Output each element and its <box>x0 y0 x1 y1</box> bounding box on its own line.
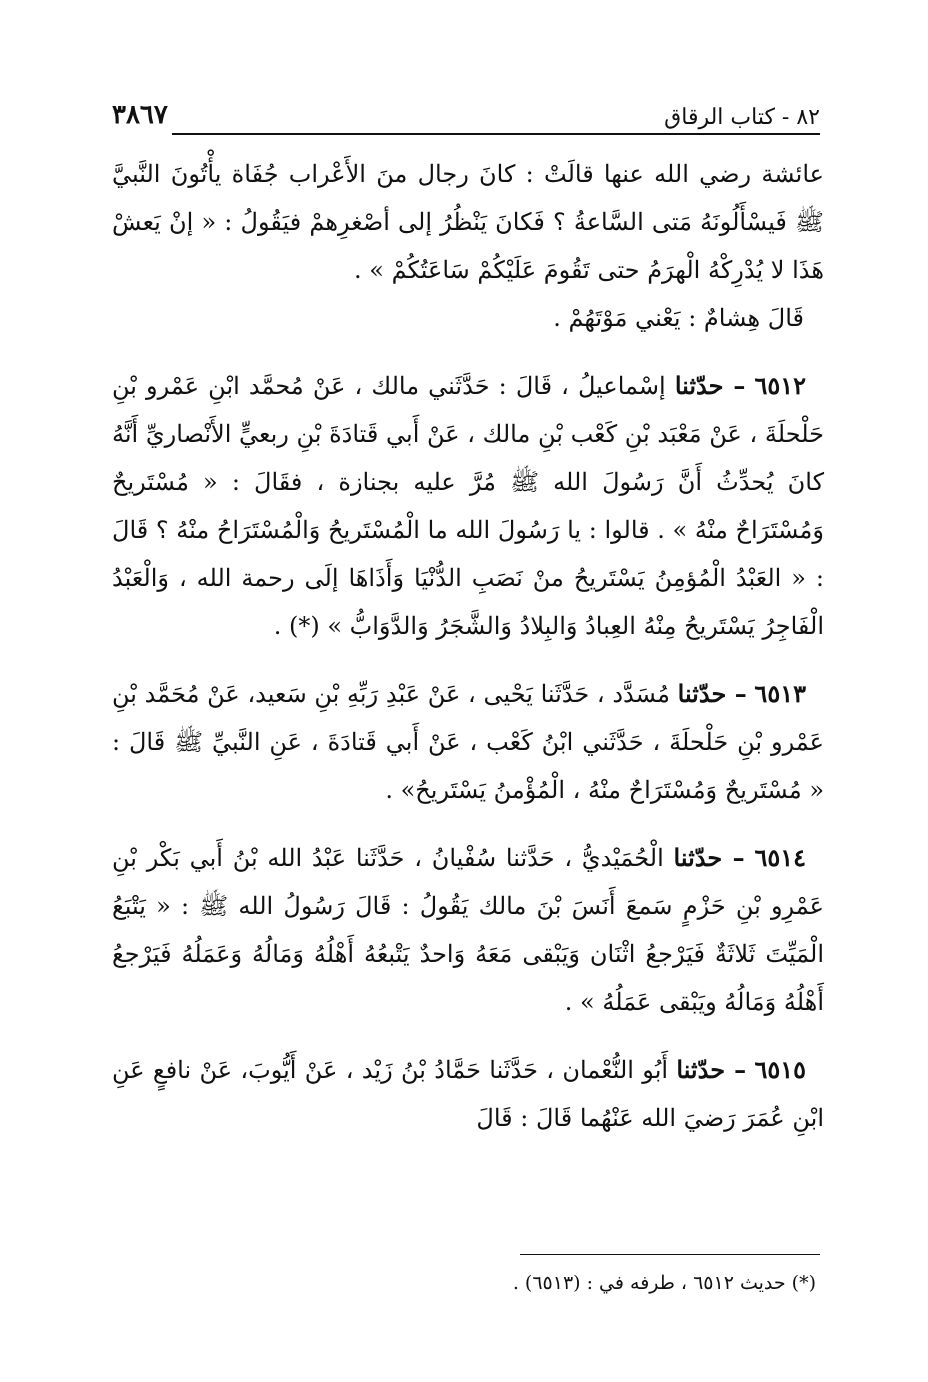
hadith-6514: ٦٥١٤ – حدّثنا الْحُمَيْديُّ ، حَدَّثنا سُفْيانُ ، حَدَّثَنا عَبْدُ الله بْنُ أَبي بَكْر بْنِ عَمْرِو بْنِ حَزْمٍ سَمعَ أَنَسَ بْنَ مالك يَقُولُ : قَالَ رَسُولُ الله ﷺ : « يَتْبَعُ الْمَيِّتَ ثَلاثَةٌ فَيَرْجعُ اثْنَان وَيَبْقى مَعَهُ وَاحدٌ يَتْبعُهُ أَهْلُهُ وَمَالُهُ وَعَمَلُهُ فَيَرْجعُ أَهْلُهُ وَمَالُهُ ويَبْقى عَمَلُهُ » . <box>112 843 824 1016</box>
hadith-text: الْحُمَيْديُّ ، حَدَّثنا سُفْيانُ ، حَدَّثَنا عَبْدُ الله بْنُ أَبي بَكْر بْنِ عَمْرِو بْنِ حَزْمٍ سَمعَ أَنَسَ بْنَ مالك يَقُولُ : قَالَ رَسُولُ الله ﷺ : « يَتْبَعُ الْمَيِّتَ ثَلاثَةٌ فَيَرْجعُ اثْنَان وَيَبْقى مَعَهُ وَاحدٌ يَتْبعُهُ أَهْلُهُ وَمَالُهُ وَعَمَلُهُ فَيَرْجعُ أَهْلُهُ وَمَالُهُ ويَبْقى عَمَلُهُ » . <box>112 844 824 1016</box>
chapter-title: ٨٢ - كتاب الرقاق <box>664 105 820 130</box>
hisham-comment: قَالَ هِشامٌ : يَعْني مَوْتَهُمْ . <box>553 304 804 332</box>
hadith-number: ٦٥١٤ <box>754 843 806 872</box>
hadith-text: أَبُو النُّعْمان ، حَدَّثَنا حَمَّادُ بْنُ زَيْد ، عَنْ أَيُّوبَ، عَنْ نافعٍ عَنِ ابْنِ عُمَرَ رَضيَ الله عَنْهُما قَالَ : قَالَ <box>112 1056 824 1132</box>
hadith-text: مُسَدَّد ، حَدَّثَنا يَحْيى ، عَنْ عَبْدِ رَبِّهِ بْنِ سَعيد، عَنْ مُحَمَّد بْنِ عَمْرو بْنِ حَلْحلَةَ ، حَدَّثَني ابْنُ كَعْب ، عَنْ أَبي قَتادَةَ ، عَنِ النَّبيِّ ﷺ قَالَ : « مُسْتَريحٌ وَمُسْتَرَاحٌ منْهُ ، الْمُؤْمنُ يَسْتَريحُ» . <box>112 680 824 804</box>
page-header <box>112 86 820 130</box>
footnote: (*) حديث ٦٥١٢ ، طرفه في : (٦٥١٣) . <box>512 1272 816 1294</box>
hadith-keyword: حدّثنا <box>677 679 727 708</box>
header-rule <box>172 133 820 135</box>
page-number: ٣٨٦٧ <box>112 100 168 130</box>
page-body <box>112 150 824 1142</box>
hadith-number: ٦٥١٥ <box>754 1055 806 1084</box>
hadith-6515: ٦٥١٥ – حدّثنا أَبُو النُّعْمان ، حَدَّثَنا حَمَّادُ بْنُ زَيْد ، عَنْ أَيُّوبَ، عَنْ نافعٍ عَنِ ابْنِ عُمَرَ رَضيَ الله عَنْهُما قَالَ : قَالَ <box>112 1055 824 1132</box>
footnote-rule <box>520 1254 820 1255</box>
hadith-text: إسْماعيلُ ، قَالَ : حَدَّثَني مالك ، عَنْ مُحمَّد ابْنِ عَمْرو بْنِ حَلْحلَةَ ، عَنْ مَعْبَد بْنِ كَعْب بْنِ مالك ، عَنْ أَبي قَتادَةَ بْنِ ربعيٍّ الأَنْصاريِّ أَنَّهُ كانَ يُحدِّثُ أَنَّ رَسُولَ الله ﷺ مُرَّ عليه بجنازة ، فقَالَ : « مُسْتَريحٌ وَمُسْتَرَاحٌ منْهُ » . قالوا : يا رَسُولَ الله ما الْمُسْتَريحُ وَالْمُسْتَرَاحُ منْهُ ؟ قَالَ : « العَبْدُ الْمُؤمِنُ يَسْتَريحُ منْ نَصَبِ الدُّنْيَا وَأَذَاهَا إلَى رحمة الله ، وَالْعَبْدُ الْفَاجِرُ يَسْتَريحُ مِنْهُ العِبادُ وَالبِلادُ وَالشَّجَرُ وَالدَّوَابُّ » (*) . <box>112 372 824 640</box>
hadith-keyword: حدّثنا <box>674 371 724 400</box>
hadith-number: ٦٥١٢ <box>754 371 806 400</box>
hadith-number: ٦٥١٣ <box>754 679 806 708</box>
hadith-6513: ٦٥١٣ – حدّثنا مُسَدَّد ، حَدَّثَنا يَحْيى ، عَنْ عَبْدِ رَبِّهِ بْنِ سَعيد، عَنْ مُحَمَّد بْنِ عَمْرو بْنِ حَلْحلَةَ ، حَدَّثَني ابْنُ كَعْب ، عَنْ أَبي قَتادَةَ ، عَنِ النَّبيِّ ﷺ قَالَ : « مُسْتَريحٌ وَمُسْتَرَاحٌ منْهُ ، الْمُؤْمنُ يَسْتَريحُ» . <box>112 679 824 804</box>
hadith-keyword: حدّثنا <box>673 843 723 872</box>
intro-paragraph: عائشة رضي الله عنها قالَتْ : كانَ رجال منَ الأَعْراب جُفَاة يأْتُونَ النَّبيَّ ﷺ فَيسْأَلُونَهُ مَتى السَّاعةُ ؟ فَكانَ يَنْظُرُ إلى أصْغرِهمْ فيَقُولُ : « إنْ يَعشْ هَذَا لا يُدْرِكْهُ الْهرَمُ حتى تَقُومَ عَلَيْكُمْ سَاعَتُكُمْ » . <box>112 160 824 284</box>
hadith-keyword: حدّثنا <box>676 1055 726 1084</box>
hadith-6512: ٦٥١٢ – حدّثنا إسْماعيلُ ، قَالَ : حَدَّثَني مالك ، عَنْ مُحمَّد ابْنِ عَمْرو بْنِ حَلْحلَةَ ، عَنْ مَعْبَد بْنِ كَعْب بْنِ مالك ، عَنْ أَبي قَتادَةَ بْنِ ربعيٍّ الأَنْصاريِّ أَنَّهُ كانَ يُحدِّثُ أَنَّ رَسُولَ الله ﷺ مُرَّ عليه بجنازة ، فقَالَ : « مُسْتَريحٌ وَمُسْتَرَاحٌ منْهُ » . قالوا : يا رَسُولَ الله ما الْمُسْتَريحُ وَالْمُسْتَرَاحُ منْهُ ؟ قَالَ : « العَبْدُ الْمُؤمِنُ يَسْتَريحُ منْ نَصَبِ الدُّنْيَا وَأَذَاهَا إلَى رحمة الله ، وَالْعَبْدُ الْفَاجِرُ يَسْتَريحُ مِنْهُ العِبادُ وَالبِلادُ وَالشَّجَرُ وَالدَّوَابُّ » (*) . <box>112 371 824 640</box>
